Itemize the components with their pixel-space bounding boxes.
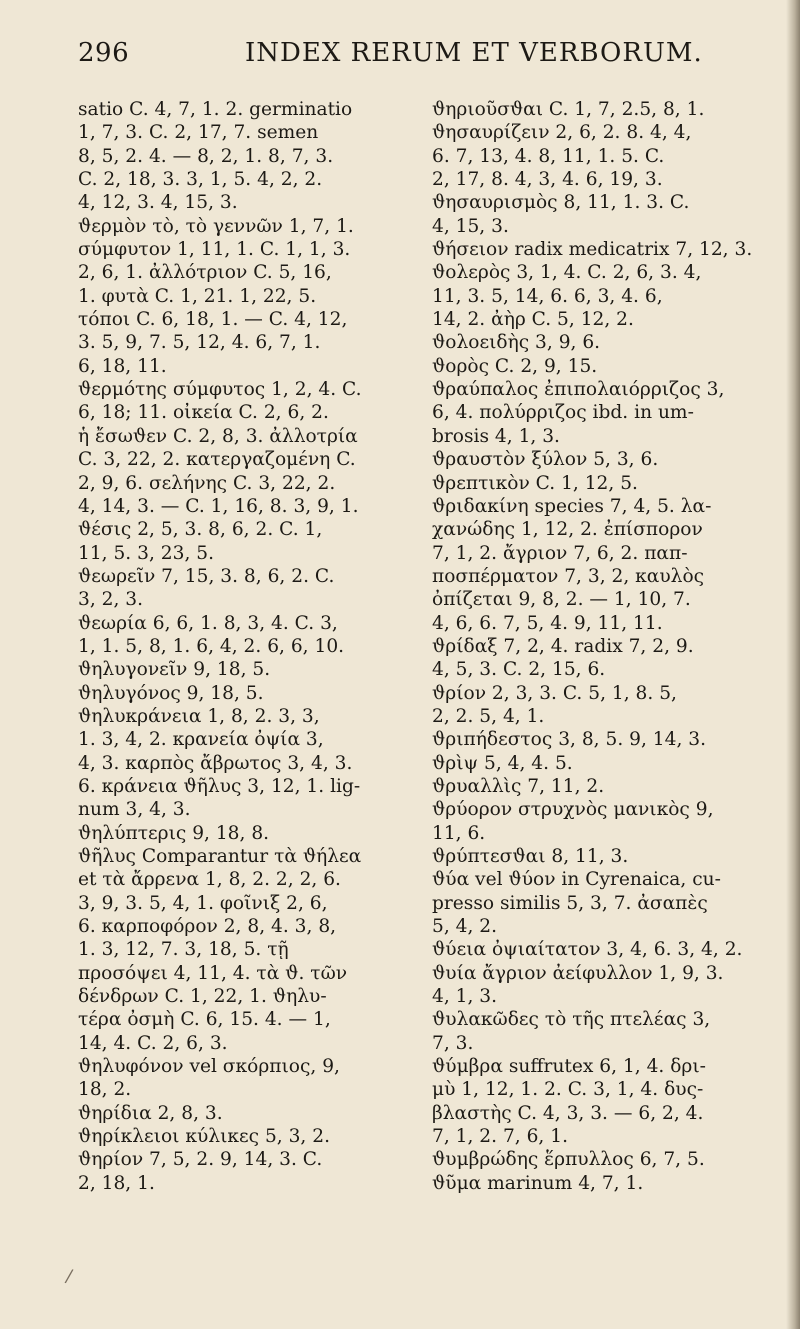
index-line: et τὰ ἄρρενα 1, 8, 2. 2, 2, 6. xyxy=(78,869,341,891)
index-line: ϑεωρία 6, 6, 1. 8, 3, 4. C. 3, xyxy=(78,612,338,634)
index-line: 1. φυτὰ C. 1, 21. 1, 22, 5. xyxy=(78,285,317,307)
index-line: ϑολερὸς 3, 1, 4. C. 2, 6, 3. 4, xyxy=(432,262,702,284)
index-line: σύμφυτον 1, 11, 1. C. 1, 1, 3. xyxy=(78,239,351,261)
index-line: 4, 1, 3. xyxy=(432,986,498,1008)
index-line: ϑερμὸν τὸ, τὸ γεννῶν 1, 7, 1. xyxy=(78,215,354,237)
index-line: ϑηρίον 7, 5, 2. 9, 14, 3. C. xyxy=(78,1149,323,1171)
index-column-right xyxy=(432,98,777,1195)
index-line: 4, 6, 6. 7, 5, 4. 9, 11, 11. xyxy=(432,612,663,634)
index-line: ϑορὸς C. 2, 9, 15. xyxy=(432,355,598,377)
index-line: ϑρύορον στρυχνὸς μανικὸς 9, xyxy=(432,799,714,821)
index-line: τόποι C. 6, 18, 1. — C. 4, 12, xyxy=(78,309,348,331)
index-line: ϑηρίκλειοι κύλικες 5, 3, 2. xyxy=(78,1126,330,1148)
index-line: ϑηρίδια 2, 8, 3. xyxy=(78,1102,223,1124)
index-line: 4, 5, 3. C. 2, 15, 6. xyxy=(432,659,606,681)
index-line: προσόψει 4, 11, 4. τὰ ϑ. τῶν xyxy=(78,962,348,984)
index-line: C. 3, 22, 2. κατεργαζομένη C. xyxy=(78,449,356,471)
index-line: 14, 2. ἀὴρ C. 5, 12, 2. xyxy=(432,309,634,331)
index-line: ϑέσις 2, 5, 3. 8, 6, 2. C. 1, xyxy=(78,519,323,541)
index-line: 4, 15, 3. xyxy=(432,215,509,237)
index-line: 2, 17, 8. 4, 3, 4. 6, 19, 3. xyxy=(432,169,663,191)
index-line: 6. 7, 13, 4. 8, 11, 1. 5. C. xyxy=(432,145,665,167)
index-line: ϑρὶψ 5, 4, 4. 5. xyxy=(432,752,573,774)
running-title: INDEX RERUM ET VERBORUM. xyxy=(245,38,703,68)
index-line: ϑύεια ὀψιαίτατον 3, 4, 6. 3, 4, 2. xyxy=(432,939,743,961)
index-line: 3. 5, 9, 7. 5, 12, 4. 6, 7, 1. xyxy=(78,332,321,354)
index-line: 2, 9, 6. σελήνης C. 3, 22, 2. xyxy=(78,472,336,494)
index-line: 3, 2, 3. xyxy=(78,589,144,611)
index-line: ἡ ἔσωϑεν C. 2, 8, 3. ἀλλοτρία xyxy=(78,425,358,447)
index-line: ϑύμβρα suffrutex 6, 1, 4. δρι- xyxy=(432,1056,706,1078)
index-line: ϑηλυγόνος 9, 18, 5. xyxy=(78,682,264,704)
index-line: ϑρίον 2, 3, 3. C. 5, 1, 8. 5, xyxy=(432,682,677,704)
index-line: 18, 2. xyxy=(78,1079,132,1101)
index-line: χανώδης 1, 12, 2. ἐπίσπορον xyxy=(432,519,703,541)
page-number: 296 xyxy=(78,38,130,68)
index-line: satio C. 4, 7, 1. 2. germinatio xyxy=(78,99,353,120)
index-line: 7, 1, 2. 7, 6, 1. xyxy=(432,1126,568,1148)
index-line: 5, 4, 2. xyxy=(432,916,498,938)
index-line: presso similis 5, 3, 7. ἀσαπὲς xyxy=(432,892,708,914)
index-line: ϑολοειδὴς 3, 9, 6. xyxy=(432,332,601,354)
index-line: 6. κράνεια ϑῆλυς 3, 12, 1. lig- xyxy=(78,775,361,797)
index-line: ϑησαυρίζειν 2, 6, 2. 8. 4, 4, xyxy=(432,122,692,144)
index-line: 2, 18, 1. xyxy=(78,1172,155,1194)
index-line: num 3, 4, 3. xyxy=(78,799,191,821)
index-line: 7, 3. xyxy=(432,1032,474,1054)
index-line: ὀπίζεται 9, 8, 2. — 1, 10, 7. xyxy=(432,589,691,611)
page-gutter-shadow xyxy=(786,0,800,1329)
index-column-left xyxy=(78,98,423,1195)
index-line: 14, 4. C. 2, 6, 3. xyxy=(78,1032,228,1054)
index-line: ϑρεπτικὸν C. 1, 12, 5. xyxy=(432,472,638,494)
index-line: 4, 12, 3. 4, 15, 3. xyxy=(78,192,238,214)
index-line: 11, 3. 5, 14, 6. 6, 3, 4. 6, xyxy=(432,285,663,307)
index-line: ϑηλυκράνεια 1, 8, 2. 3, 3, xyxy=(78,705,320,727)
index-line: ϑεωρεῖν 7, 15, 3. 8, 6, 2. C. xyxy=(78,565,335,587)
index-line: ϑριπήδεστος 3, 8, 5. 9, 14, 3. xyxy=(432,729,707,751)
index-line: 4, 3. καρπὸς ἄβρωτος 3, 4, 3. xyxy=(78,752,353,774)
index-line: ϑῆλυς Comparantur τὰ ϑήλεα xyxy=(78,846,362,867)
index-line: ϑησαυρισμὸς 8, 11, 1. 3. C. xyxy=(432,192,690,214)
index-line: ϑυμβρώδης ἕρπυλλος 6, 7, 5. xyxy=(432,1149,705,1171)
index-line: βλαστὴς C. 4, 3, 3. — 6, 2, 4. xyxy=(432,1102,704,1124)
index-line: 2, 2. 5, 4, 1. xyxy=(432,705,545,727)
index-line: 1, 1. 5, 8, 1. 6, 4, 2. 6, 6, 10. xyxy=(78,635,345,657)
index-line: C. 2, 18, 3. 3, 1, 5. 4, 2, 2. xyxy=(78,169,323,191)
index-line: 1, 7, 3. C. 2, 17, 7. semen xyxy=(78,122,319,144)
index-line: ϑυία ἄγριον ἀείφυλλον 1, 9, 3. xyxy=(432,962,724,984)
index-line: ϑηριοῦσϑαι C. 1, 7, 2.5, 8, 1. xyxy=(432,99,705,120)
index-line: 11, 5. 3, 23, 5. xyxy=(78,542,215,564)
index-line: 1. 3, 4, 2. κρανεία ὀψία 3, xyxy=(78,729,324,751)
page-header xyxy=(78,38,768,78)
index-line: μὺ 1, 12, 1. 2. C. 3, 1, 4. δυς- xyxy=(432,1079,704,1101)
index-line: ϑῦμα marinum 4, 7, 1. xyxy=(432,1172,644,1194)
index-line: brosis 4, 1, 3. xyxy=(432,425,560,447)
index-line: 6, 18, 11. xyxy=(78,355,167,377)
index-line: 6, 4. πολύρριζος ibd. in um- xyxy=(432,402,694,424)
index-line: 8, 5, 2. 4. — 8, 2, 1. 8, 7, 3. xyxy=(78,145,334,167)
index-line: ϑηλύπτερις 9, 18, 8. xyxy=(78,822,270,844)
index-line: ϑρυαλλὶς 7, 11, 2. xyxy=(432,775,605,797)
index-line: δένδρων C. 1, 22, 1. ϑηλυ- xyxy=(78,986,327,1008)
index-line: ϑυλακῶδες τὸ τῆς πτελέας 3, xyxy=(432,1009,711,1031)
index-line: τέρα ὀσμὴ C. 6, 15. 4. — 1, xyxy=(78,1009,331,1031)
index-line: ϑραυστὸν ξύλον 5, 3, 6. xyxy=(432,449,659,471)
index-line: ϑερμότης σύμφυτος 1, 2, 4. C. xyxy=(78,379,362,401)
index-line: ϑριδακίνη species 7, 4, 5. λα- xyxy=(432,495,712,517)
index-line: 11, 6. xyxy=(432,822,486,844)
index-line: 7, 1, 2. ἄγριον 7, 6, 2. παπ- xyxy=(432,542,688,564)
index-line: ϑηλυγονεῖν 9, 18, 5. xyxy=(78,659,271,681)
index-line: ποσπέρματον 7, 3, 2, καυλὸς xyxy=(432,565,705,587)
index-line: 4, 14, 3. — C. 1, 16, 8. 3, 9, 1. xyxy=(78,495,359,517)
index-line: 2, 6, 1. ἀλλότριον C. 5, 16, xyxy=(78,262,332,284)
index-line: 3, 9, 3. 5, 4, 1. φοῖνιξ 2, 6, xyxy=(78,892,328,914)
index-line: ϑηλυφόνον vel σκόρπιος, 9, xyxy=(78,1056,340,1078)
index-line: 6, 18; 11. οἰκεία C. 2, 6, 2. xyxy=(78,402,329,424)
index-line: ϑήσειον radix medicatrix 7, 12, 3. xyxy=(432,239,753,261)
index-line: ϑρύπτεσϑαι 8, 11, 3. xyxy=(432,846,629,867)
index-line: 1. 3, 12, 7. 3, 18, 5. τῇ xyxy=(78,939,289,961)
index-line: 6. καρποφόρον 2, 8, 4. 3, 8, xyxy=(78,916,337,938)
index-line: ϑραύπαλος ἐπιπολαιόρριζος 3, xyxy=(432,379,725,401)
index-line: ϑύα vel ϑύον in Cyrenaica, cu- xyxy=(432,869,721,891)
stray-ink-mark: / xyxy=(63,1265,75,1288)
index-line: ϑρίδαξ 7, 2, 4. radix 7, 2, 9. xyxy=(432,635,694,657)
